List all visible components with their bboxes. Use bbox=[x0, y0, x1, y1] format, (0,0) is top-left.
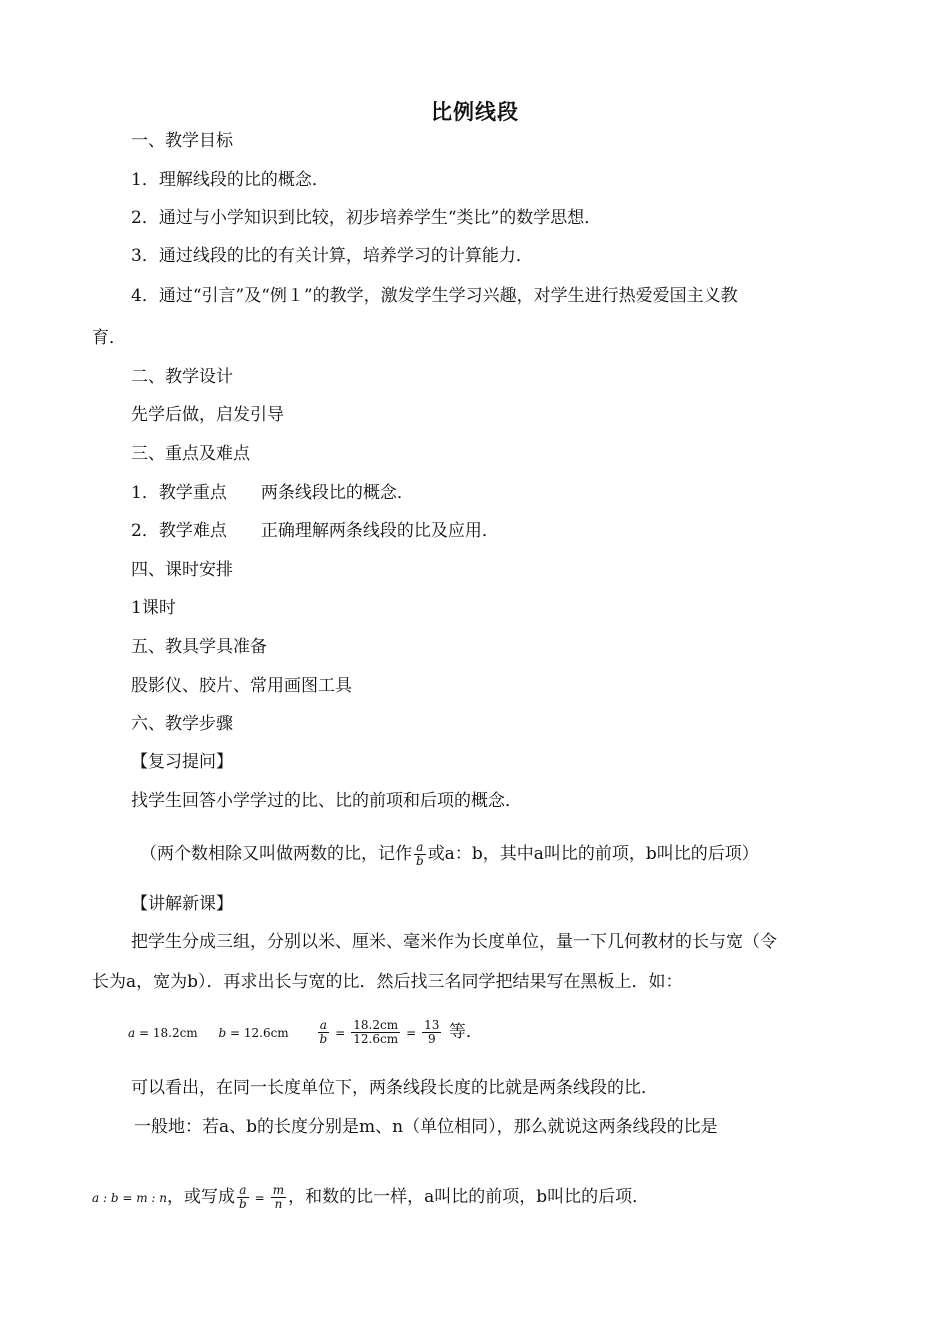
section-heading-steps: 六、教学步骤 bbox=[131, 714, 233, 734]
page-title: 比例线段 bbox=[431, 100, 519, 124]
goal-item-4: 4．通过“引言”及“例１”的教学，激发学生学习兴趣，对学生进行热爱爱国主义教 bbox=[131, 286, 738, 306]
new-lesson-text-1: 把学生分成三组，分别以米、厘米、毫米作为长度单位，量一下几何教材的长与宽（令 bbox=[131, 932, 777, 952]
section-heading-goals: 一、教学目标 bbox=[131, 131, 233, 151]
keypoint-1-label: 1．教学重点 bbox=[131, 483, 227, 503]
new-lesson-text-2: 长为a，宽为b）．再求出长与宽的比．然后找三名同学把结果写在黑板上．如： bbox=[92, 972, 683, 992]
keypoint-1-text: 两条线段比的概念． bbox=[260, 483, 414, 503]
goal-item-4-cont: 育． bbox=[92, 328, 126, 348]
review-heading: 【复习提问】 bbox=[131, 752, 233, 772]
ratio-expression: a : b = m : n bbox=[92, 1191, 167, 1205]
review-text: 找学生回答小学学过的比、比的前项和后项的概念． bbox=[131, 791, 522, 811]
definition-line bbox=[140, 840, 759, 868]
goal-item-3: 3．通过线段的比的有关计算，培养学习的计算能力． bbox=[131, 246, 533, 266]
example-suffix: 等． bbox=[448, 1022, 483, 1042]
section-heading-schedule: 四、课时安排 bbox=[131, 560, 233, 580]
section-heading-tools: 五、教具学具准备 bbox=[131, 637, 267, 657]
ratio-mid: ，或写成 bbox=[166, 1187, 235, 1207]
keypoint-2-label: 2．教学难点 bbox=[131, 521, 227, 541]
ratio-fraction-mn: $\frac{m}{n}$ bbox=[272, 1183, 285, 1211]
ratio-fraction-ab: $\frac{a}{b}$ bbox=[238, 1183, 247, 1211]
conclusion-text: 可以看出，在同一长度单位下，两条线段长度的比就是两条线段的比． bbox=[131, 1078, 658, 1098]
goal-item-2: 2．通过与小学知识到比较，初步培养学生“类比”的数学思想． bbox=[131, 208, 602, 228]
keypoint-1 bbox=[131, 482, 414, 504]
ratio-suffix: ，和数的比一样，a叫比的前项，b叫比的后项． bbox=[288, 1187, 650, 1207]
new-lesson-heading: 【讲解新课】 bbox=[131, 894, 233, 914]
definition-prefix: （两个数相除又叫做两数的比，记作 bbox=[140, 844, 412, 864]
keypoint-2-text: 正确理解两条线段的比及应用． bbox=[260, 521, 499, 541]
general-definition: 一般地：若a、b的长度分别是m、n（单位相同），那么就说这两条线段的比是 bbox=[134, 1117, 718, 1137]
section-heading-design: 二、教学设计 bbox=[131, 367, 233, 387]
design-text: 先学后做，启发引导 bbox=[131, 405, 284, 425]
keypoint-2 bbox=[131, 520, 499, 542]
section-heading-keypoints: 三、重点及难点 bbox=[131, 444, 250, 464]
example-formula: a = 18.2cm b = 12.6cm $\frac{a}{b}$ = $\frac{18.2cm}{12.6cm}$ = $\frac{13}{9}$ 等． bbox=[128, 1018, 483, 1046]
goal-item-1: 1．理解线段的比的概念． bbox=[131, 170, 329, 190]
tools-text: 股影仪、胶片、常用画图工具 bbox=[131, 676, 352, 696]
schedule-text: 1课时 bbox=[131, 598, 176, 618]
definition-suffix: 或a：b，其中a叫比的前项，b叫比的后项） bbox=[427, 844, 759, 864]
example-fraction-values: $\frac{18.2cm}{12.6cm}$ bbox=[353, 1018, 399, 1046]
fraction-a-over-b: $\frac{a}{b}$ bbox=[416, 840, 424, 868]
final-ratio-line: a : b = m : n，或写成 $\frac{a}{b}$ = $\frac{m}{n}$ ，和数的比一样，a叫比的前项，b叫比的后项． bbox=[92, 1183, 650, 1211]
example-fraction-ab: $\frac{a}{b}$ bbox=[319, 1018, 328, 1046]
example-fraction-simplified: $\frac{13}{9}$ bbox=[424, 1018, 440, 1046]
